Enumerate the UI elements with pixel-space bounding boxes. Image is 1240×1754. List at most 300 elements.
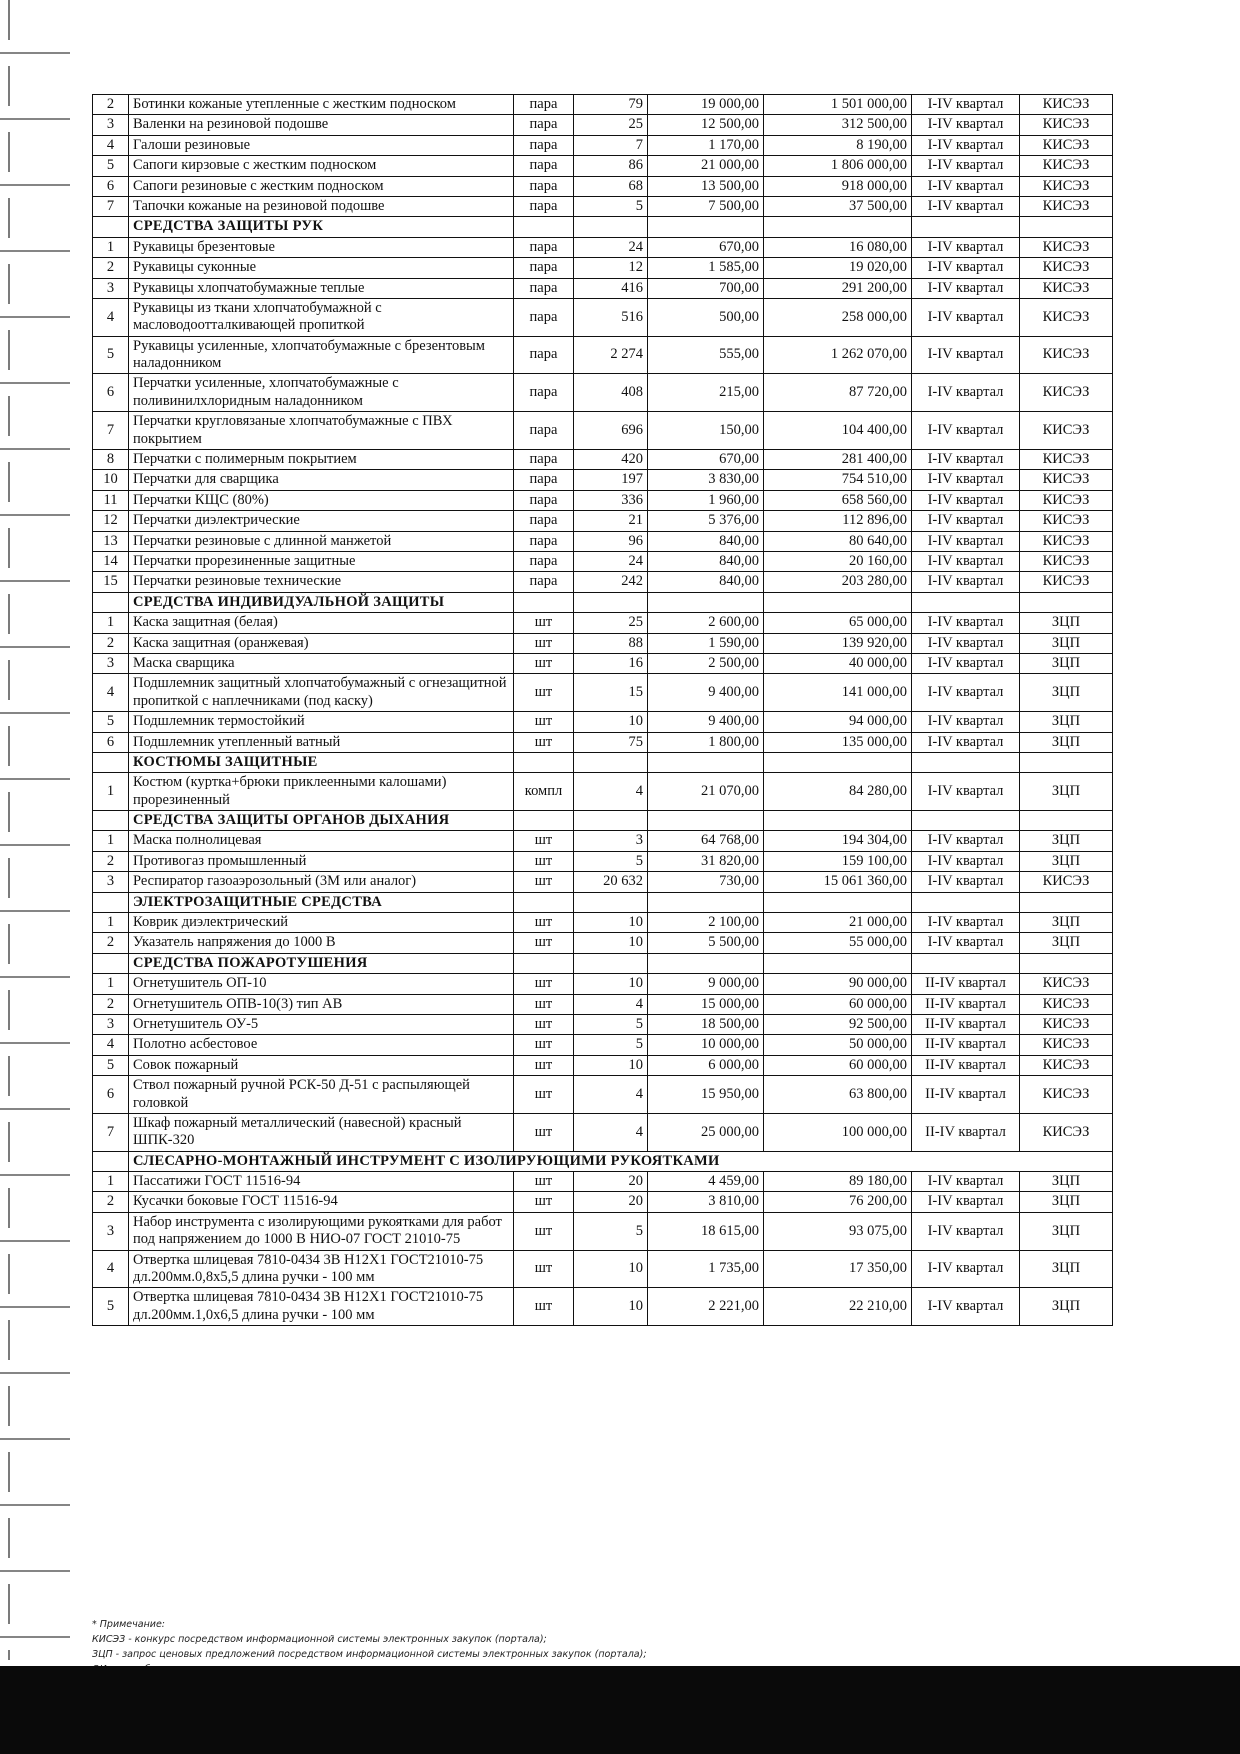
unit-price: 840,00 (648, 551, 764, 571)
empty-cell (574, 217, 648, 237)
empty-cell (1020, 592, 1113, 612)
quantity: 88 (574, 633, 648, 653)
unit-price: 730,00 (648, 872, 764, 892)
unit-price: 670,00 (648, 237, 764, 257)
unit: пара (514, 135, 574, 155)
procurement-method: КИСЭЗ (1020, 470, 1113, 490)
section-title: ЭЛЕКТРОЗАЩИТНЫЕ СРЕДСТВА (129, 892, 514, 912)
empty-cell (912, 217, 1020, 237)
row-number-cell (93, 811, 129, 831)
total-sum: 21 000,00 (764, 913, 912, 933)
procurement-method: ЗЦП (1020, 633, 1113, 653)
total-sum: 100 000,00 (764, 1113, 912, 1151)
procurement-method: КИСЭЗ (1020, 412, 1113, 450)
unit: шт (514, 933, 574, 953)
unit: шт (514, 1055, 574, 1075)
empty-cell (648, 892, 764, 912)
row-number: 5 (93, 156, 129, 176)
total-sum: 1 806 000,00 (764, 156, 912, 176)
row-number: 4 (93, 674, 129, 712)
item-name: Кусачки боковые ГОСТ 11516-94 (129, 1192, 514, 1212)
unit-price: 840,00 (648, 572, 764, 592)
table-row (93, 115, 1113, 135)
total-sum: 37 500,00 (764, 196, 912, 216)
unit-price: 3 810,00 (648, 1192, 764, 1212)
quantity: 5 (574, 851, 648, 871)
total-sum: 84 280,00 (764, 773, 912, 811)
empty-cell (648, 811, 764, 831)
unit-price: 5 376,00 (648, 511, 764, 531)
unit: пара (514, 490, 574, 510)
empty-cell (764, 752, 912, 772)
procurement-method: КИСЭЗ (1020, 115, 1113, 135)
unit-price: 21 070,00 (648, 773, 764, 811)
quantity: 4 (574, 1113, 648, 1151)
delivery-quarter: I-IV квартал (912, 470, 1020, 490)
delivery-quarter: I-IV квартал (912, 674, 1020, 712)
item-name: Рукавицы брезентовые (129, 237, 514, 257)
unit: пара (514, 298, 574, 336)
section-title: СРЕДСТВА ЗАЩИТЫ РУК (129, 217, 514, 237)
procurement-method: КИСЭЗ (1020, 531, 1113, 551)
unit: шт (514, 851, 574, 871)
empty-cell (764, 217, 912, 237)
empty-cell (764, 811, 912, 831)
unit-price: 18 500,00 (648, 1014, 764, 1034)
item-name: Перчатки резиновые технические (129, 572, 514, 592)
row-number: 4 (93, 1250, 129, 1288)
total-sum: 141 000,00 (764, 674, 912, 712)
unit: шт (514, 913, 574, 933)
table-row (93, 258, 1113, 278)
table-row (93, 1076, 1113, 1114)
quantity: 16 (574, 653, 648, 673)
procurement-table (92, 94, 1113, 1326)
delivery-quarter: I-IV квартал (912, 95, 1020, 115)
unit: пара (514, 470, 574, 490)
total-sum: 89 180,00 (764, 1172, 912, 1192)
delivery-quarter: II-IV квартал (912, 994, 1020, 1014)
unit: пара (514, 156, 574, 176)
empty-cell (912, 892, 1020, 912)
unit-price: 31 820,00 (648, 851, 764, 871)
row-number: 2 (93, 633, 129, 653)
item-name: Галоши резиновые (129, 135, 514, 155)
delivery-quarter: I-IV квартал (912, 712, 1020, 732)
unit-price: 1 960,00 (648, 490, 764, 510)
quantity: 197 (574, 470, 648, 490)
unit-price: 15 000,00 (648, 994, 764, 1014)
quantity: 408 (574, 374, 648, 412)
unit-price: 2 221,00 (648, 1288, 764, 1326)
unit-price: 25 000,00 (648, 1113, 764, 1151)
total-sum: 55 000,00 (764, 933, 912, 953)
quantity: 21 (574, 511, 648, 531)
delivery-quarter: I-IV квартал (912, 551, 1020, 571)
delivery-quarter: I-IV квартал (912, 115, 1020, 135)
quantity: 68 (574, 176, 648, 196)
procurement-method: КИСЭЗ (1020, 1035, 1113, 1055)
row-number: 6 (93, 732, 129, 752)
empty-cell (648, 217, 764, 237)
item-name: Набор инструмента с изолирующими рукоятками для работ под напряжением до 1000 В НИО-07 ГОСТ 21010-75 (129, 1212, 514, 1250)
quantity: 4 (574, 1076, 648, 1114)
procurement-method: КИСЭЗ (1020, 1014, 1113, 1034)
total-sum: 63 800,00 (764, 1076, 912, 1114)
total-sum: 90 000,00 (764, 974, 912, 994)
row-number-cell (93, 1151, 129, 1171)
item-name: Огнетушитель ОП-10 (129, 974, 514, 994)
unit: пара (514, 115, 574, 135)
row-number: 2 (93, 933, 129, 953)
row-number: 2 (93, 1192, 129, 1212)
unit-price: 150,00 (648, 412, 764, 450)
procurement-method: КИСЭЗ (1020, 336, 1113, 374)
table-row (93, 490, 1113, 510)
procurement-method: ЗЦП (1020, 1172, 1113, 1192)
empty-cell (1020, 953, 1113, 973)
item-name: Каска защитная (оранжевая) (129, 633, 514, 653)
procurement-method: ЗЦП (1020, 1288, 1113, 1326)
empty-cell (912, 953, 1020, 973)
table-row (93, 470, 1113, 490)
section-title: СРЕДСТВА ПОЖАРОТУШЕНИЯ (129, 953, 514, 973)
procurement-method: ЗЦП (1020, 1250, 1113, 1288)
footnote-kisez: КИСЭЗ - конкурс посредством информационной системы электронных закупок (портала); (92, 1634, 547, 1645)
total-sum: 754 510,00 (764, 470, 912, 490)
total-sum: 194 304,00 (764, 831, 912, 851)
row-number: 3 (93, 1014, 129, 1034)
unit: пара (514, 531, 574, 551)
empty-cell (1020, 752, 1113, 772)
item-name: Перчатки с полимерным покрытием (129, 450, 514, 470)
delivery-quarter: II-IV квартал (912, 1076, 1020, 1114)
table-row (93, 712, 1113, 732)
total-sum: 203 280,00 (764, 572, 912, 592)
row-number: 6 (93, 1076, 129, 1114)
delivery-quarter: I-IV квартал (912, 1250, 1020, 1288)
total-sum: 76 200,00 (764, 1192, 912, 1212)
row-number: 8 (93, 450, 129, 470)
unit: шт (514, 1212, 574, 1250)
row-number: 1 (93, 773, 129, 811)
unit-price: 9 400,00 (648, 712, 764, 732)
delivery-quarter: I-IV квартал (912, 831, 1020, 851)
table-row (93, 1288, 1113, 1326)
quantity: 20 (574, 1172, 648, 1192)
quantity: 5 (574, 1014, 648, 1034)
unit: пара (514, 374, 574, 412)
quantity: 696 (574, 412, 648, 450)
total-sum: 139 920,00 (764, 633, 912, 653)
row-number: 2 (93, 258, 129, 278)
unit-price: 555,00 (648, 336, 764, 374)
empty-cell (912, 752, 1020, 772)
empty-cell (514, 892, 574, 912)
total-sum: 17 350,00 (764, 1250, 912, 1288)
table-row (93, 176, 1113, 196)
row-number-cell (93, 892, 129, 912)
item-name: Огнетушитель ОПВ-10(3) тип АВ (129, 994, 514, 1014)
unit-price: 3 830,00 (648, 470, 764, 490)
table-row (93, 613, 1113, 633)
empty-cell (514, 953, 574, 973)
row-number: 2 (93, 994, 129, 1014)
row-number: 1 (93, 974, 129, 994)
empty-cell (514, 752, 574, 772)
delivery-quarter: I-IV квартал (912, 336, 1020, 374)
unit-price: 5 500,00 (648, 933, 764, 953)
empty-cell (764, 892, 912, 912)
quantity: 10 (574, 913, 648, 933)
delivery-quarter: I-IV квартал (912, 135, 1020, 155)
unit-price: 1 800,00 (648, 732, 764, 752)
total-sum: 312 500,00 (764, 115, 912, 135)
total-sum: 60 000,00 (764, 1055, 912, 1075)
procurement-method: КИСЭЗ (1020, 511, 1113, 531)
table-body (93, 95, 1113, 1326)
unit-price: 12 500,00 (648, 115, 764, 135)
quantity: 15 (574, 674, 648, 712)
table-row (93, 135, 1113, 155)
delivery-quarter: I-IV квартал (912, 732, 1020, 752)
empty-cell (574, 811, 648, 831)
delivery-quarter: I-IV квартал (912, 773, 1020, 811)
row-number: 12 (93, 511, 129, 531)
procurement-method: КИСЭЗ (1020, 572, 1113, 592)
table-row (93, 374, 1113, 412)
row-number: 1 (93, 831, 129, 851)
item-name: Шкаф пожарный металлический (навесной) красный ШПК-320 (129, 1113, 514, 1151)
unit: шт (514, 732, 574, 752)
total-sum: 87 720,00 (764, 374, 912, 412)
quantity: 2 274 (574, 336, 648, 374)
unit: шт (514, 613, 574, 633)
table-row (93, 913, 1113, 933)
total-sum: 15 061 360,00 (764, 872, 912, 892)
delivery-quarter: I-IV квартал (912, 1172, 1020, 1192)
total-sum: 291 200,00 (764, 278, 912, 298)
delivery-quarter: I-IV квартал (912, 872, 1020, 892)
procurement-method: КИСЭЗ (1020, 374, 1113, 412)
row-number: 7 (93, 1113, 129, 1151)
quantity: 242 (574, 572, 648, 592)
unit: пара (514, 237, 574, 257)
item-name: Респиратор газоаэрозольный (3М или аналог) (129, 872, 514, 892)
item-name: Огнетушитель ОУ-5 (129, 1014, 514, 1034)
unit-price: 1 170,00 (648, 135, 764, 155)
total-sum: 40 000,00 (764, 653, 912, 673)
delivery-quarter: I-IV квартал (912, 258, 1020, 278)
item-name: Ствол пожарный ручной РСК-50 Д-51 с распыляющей головкой (129, 1076, 514, 1114)
section-header-row (93, 592, 1113, 612)
total-sum: 258 000,00 (764, 298, 912, 336)
quantity: 416 (574, 278, 648, 298)
empty-cell (912, 811, 1020, 831)
delivery-quarter: I-IV квартал (912, 572, 1020, 592)
procurement-method: ЗЦП (1020, 1192, 1113, 1212)
procurement-method: КИСЭЗ (1020, 196, 1113, 216)
delivery-quarter: I-IV квартал (912, 913, 1020, 933)
procurement-method: КИСЭЗ (1020, 1113, 1113, 1151)
item-name: Костюм (куртка+брюки приклеенными калошами) прорезиненный (129, 773, 514, 811)
item-name: Рукавицы хлопчатобумажные теплые (129, 278, 514, 298)
total-sum: 112 896,00 (764, 511, 912, 531)
empty-cell (514, 811, 574, 831)
unit: шт (514, 831, 574, 851)
empty-cell (574, 892, 648, 912)
quantity: 10 (574, 974, 648, 994)
table-row (93, 511, 1113, 531)
unit: пара (514, 551, 574, 571)
procurement-method: ЗЦП (1020, 773, 1113, 811)
quantity: 96 (574, 531, 648, 551)
item-name: Каска защитная (белая) (129, 613, 514, 633)
delivery-quarter: I-IV квартал (912, 490, 1020, 510)
delivery-quarter: I-IV квартал (912, 613, 1020, 633)
row-number: 3 (93, 115, 129, 135)
row-number: 1 (93, 237, 129, 257)
procurement-method: ЗЦП (1020, 732, 1113, 752)
item-name: Отвертка шлицевая 7810-0434 3В Н12Х1 ГОСТ21010-75 дл.200мм.0,8х5,5 длина ручки - 100 мм (129, 1250, 514, 1288)
empty-cell (1020, 811, 1113, 831)
item-name: Полотно асбестовое (129, 1035, 514, 1055)
table-row (93, 298, 1113, 336)
procurement-method: КИСЭЗ (1020, 1076, 1113, 1114)
empty-cell (764, 953, 912, 973)
unit-price: 21 000,00 (648, 156, 764, 176)
empty-cell (514, 217, 574, 237)
total-sum: 658 560,00 (764, 490, 912, 510)
table-row (93, 872, 1113, 892)
unit: пара (514, 196, 574, 216)
item-name: Коврик диэлектрический (129, 913, 514, 933)
empty-cell (574, 953, 648, 973)
unit: пара (514, 95, 574, 115)
unit: шт (514, 974, 574, 994)
row-number: 14 (93, 551, 129, 571)
table-row (93, 773, 1113, 811)
item-name: Перчатки КЩС (80%) (129, 490, 514, 510)
total-sum: 20 160,00 (764, 551, 912, 571)
section-title: СРЕДСТВА ЗАЩИТЫ ОРГАНОВ ДЫХАНИЯ (129, 811, 514, 831)
procurement-method: КИСЭЗ (1020, 176, 1113, 196)
unit: пара (514, 572, 574, 592)
table-row (93, 156, 1113, 176)
item-name: Подшлемник утепленный ватный (129, 732, 514, 752)
quantity: 79 (574, 95, 648, 115)
empty-cell (648, 953, 764, 973)
section-header-row (93, 811, 1113, 831)
procurement-method: КИСЭЗ (1020, 1055, 1113, 1075)
unit: шт (514, 633, 574, 653)
item-name: Рукавицы усиленные, хлопчатобумажные с брезентовым наладонником (129, 336, 514, 374)
quantity: 336 (574, 490, 648, 510)
item-name: Маска полнолицевая (129, 831, 514, 851)
unit: шт (514, 1288, 574, 1326)
quantity: 5 (574, 196, 648, 216)
delivery-quarter: I-IV квартал (912, 237, 1020, 257)
unit: шт (514, 872, 574, 892)
unit-price: 2 600,00 (648, 613, 764, 633)
table-row (93, 1014, 1113, 1034)
empty-cell (574, 592, 648, 612)
procurement-method: КИСЭЗ (1020, 994, 1113, 1014)
empty-cell (1020, 892, 1113, 912)
unit: шт (514, 994, 574, 1014)
procurement-method: КИСЭЗ (1020, 974, 1113, 994)
table-row (93, 633, 1113, 653)
table-row (93, 196, 1113, 216)
quantity: 24 (574, 237, 648, 257)
unit-price: 840,00 (648, 531, 764, 551)
quantity: 86 (574, 156, 648, 176)
delivery-quarter: I-IV квартал (912, 176, 1020, 196)
unit: шт (514, 712, 574, 732)
row-number: 6 (93, 374, 129, 412)
unit: шт (514, 1014, 574, 1034)
procurement-method: ЗЦП (1020, 674, 1113, 712)
unit-price: 10 000,00 (648, 1035, 764, 1055)
quantity: 20 632 (574, 872, 648, 892)
section-header-row (93, 1151, 1113, 1171)
empty-cell (514, 592, 574, 612)
procurement-method: КИСЭЗ (1020, 135, 1113, 155)
unit: шт (514, 653, 574, 673)
total-sum: 65 000,00 (764, 613, 912, 633)
unit: компл (514, 773, 574, 811)
procurement-method: ЗЦП (1020, 1212, 1113, 1250)
scan-bottom-edge (0, 1666, 1240, 1754)
section-title: КОСТЮМЫ ЗАЩИТНЫЕ (129, 752, 514, 772)
delivery-quarter: I-IV квартал (912, 851, 1020, 871)
delivery-quarter: I-IV квартал (912, 1212, 1020, 1250)
table-row (93, 674, 1113, 712)
table-row (93, 974, 1113, 994)
delivery-quarter: I-IV квартал (912, 278, 1020, 298)
row-number: 3 (93, 872, 129, 892)
total-sum: 92 500,00 (764, 1014, 912, 1034)
empty-cell (574, 752, 648, 772)
section-header-row (93, 752, 1113, 772)
unit-price: 1 735,00 (648, 1250, 764, 1288)
item-name: Перчатки прорезиненные защитные (129, 551, 514, 571)
unit: шт (514, 1250, 574, 1288)
row-number: 4 (93, 135, 129, 155)
unit: пара (514, 412, 574, 450)
table-row (93, 336, 1113, 374)
section-title: СРЕДСТВА ИНДИВИДУАЛЬНОЙ ЗАЩИТЫ (129, 592, 514, 612)
delivery-quarter: II-IV квартал (912, 1014, 1020, 1034)
total-sum: 281 400,00 (764, 450, 912, 470)
unit: пара (514, 278, 574, 298)
empty-cell (1020, 217, 1113, 237)
table-row (93, 1212, 1113, 1250)
delivery-quarter: I-IV квартал (912, 511, 1020, 531)
delivery-quarter: I-IV квартал (912, 653, 1020, 673)
unit: шт (514, 1076, 574, 1114)
total-sum: 1 262 070,00 (764, 336, 912, 374)
row-number: 3 (93, 1212, 129, 1250)
item-name: Перчатки диэлектрические (129, 511, 514, 531)
delivery-quarter: II-IV квартал (912, 1035, 1020, 1055)
item-name: Перчатки кругловязаные хлопчатобумажные с ПВХ покрытием (129, 412, 514, 450)
unit-price: 6 000,00 (648, 1055, 764, 1075)
quantity: 10 (574, 712, 648, 732)
quantity: 10 (574, 1250, 648, 1288)
unit: пара (514, 176, 574, 196)
procurement-method: ЗЦП (1020, 613, 1113, 633)
